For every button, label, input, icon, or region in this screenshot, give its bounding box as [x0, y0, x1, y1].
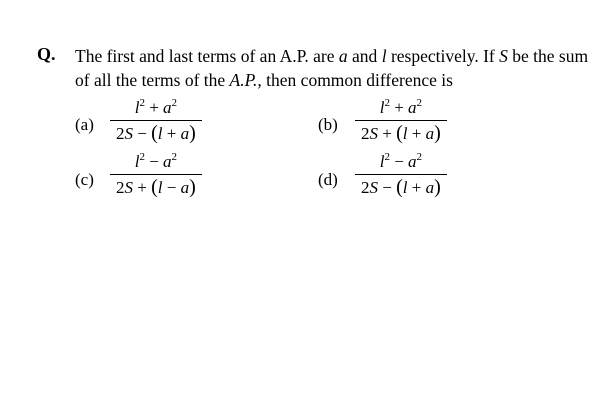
option-d-label: (d) — [318, 170, 338, 189]
option-c-fraction: $l^2 - a^2$ 2S + (l − a) — [110, 152, 202, 198]
question-text: The first and last terms of an A.P. are a and l respectively. If S be the sum of all the terms of the A.P., then common difference is — [75, 46, 589, 90]
option-d-fraction: $l^2 - a^2$ 2S − (l + a) — [355, 152, 447, 198]
option-a-fraction: $l^2 + a^2$ 2S − (l + a) — [110, 98, 202, 144]
option-a-label: (a) — [75, 115, 94, 134]
question-label: Q. — [37, 44, 56, 64]
option-c-label: (c) — [75, 170, 94, 189]
option-b-fraction: $l^2 + a^2$ 2S + (l + a) — [355, 98, 447, 144]
option-b-label: (b) — [318, 115, 338, 134]
